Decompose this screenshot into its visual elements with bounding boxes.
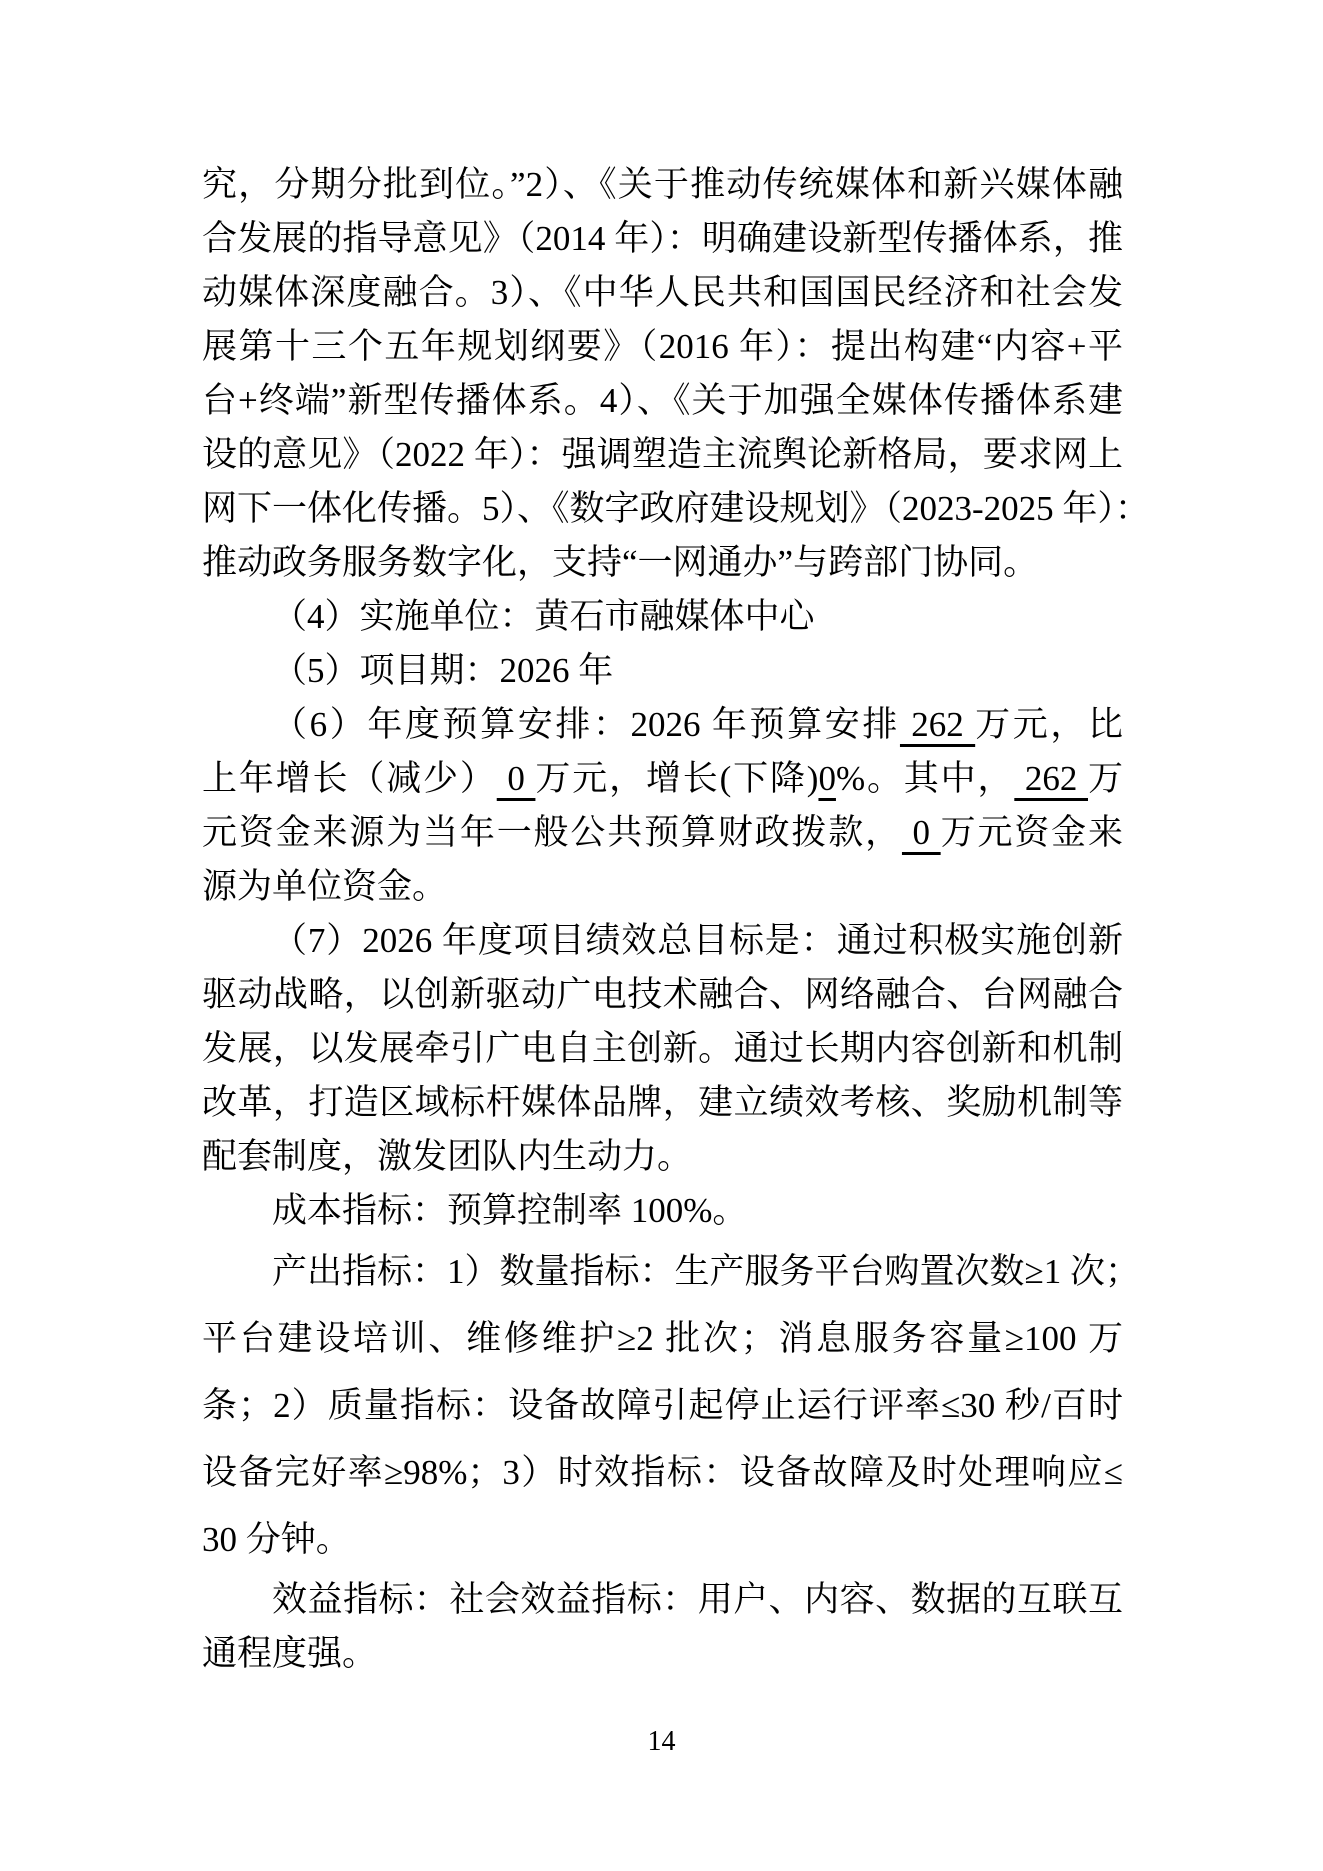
- text-line: [202, 860, 1123, 914]
- text-segment: 源为单位资金。: [202, 867, 448, 906]
- text-segment: 元资金来源为当年一般公共预算财政拨款，: [202, 813, 902, 852]
- paragraph-cost-indicator: [202, 1184, 1123, 1238]
- page-number: 14: [647, 1726, 676, 1757]
- text-segment: 万元，比: [975, 705, 1123, 744]
- text-segment: （6）年度预算安排：2026 年预算安排: [272, 705, 900, 744]
- text-segment: 合发展的指导意见》（2014 年）：明确建设新型传播体系，推: [202, 219, 1123, 258]
- text-line: [202, 1130, 1123, 1184]
- text-segment: （5）项目期：2026 年: [272, 651, 614, 690]
- text-segment: 平台建设培训、维修维护≥2 批次；消息服务容量≥100 万: [202, 1319, 1123, 1358]
- text-line: [202, 1439, 1123, 1506]
- text-segment: 发展，以发展牵引广电自主创新。通过长期内容创新和机制: [202, 1029, 1123, 1068]
- document-body: [202, 158, 1150, 1681]
- text-line: [202, 806, 1123, 860]
- text-line: [202, 752, 1123, 806]
- text-segment: 推动政务服务数字化，支持“一网通办”与跨部门协同。: [202, 543, 1039, 582]
- text-line: [202, 1022, 1123, 1076]
- text-segment: 网下一体化传播。5）、《数字政府建设规划》（2023-2025 年）：: [202, 489, 1150, 528]
- text-segment: %。其中，: [835, 759, 1015, 798]
- text-line: [202, 158, 1123, 212]
- page-footer: [0, 1722, 1323, 1762]
- text-line: [202, 1305, 1123, 1372]
- text-line: [202, 1184, 1123, 1238]
- paragraph-implementing-unit: [202, 590, 1123, 644]
- text-line: [202, 482, 1150, 536]
- text-line: [202, 914, 1123, 968]
- text-segment: 条；2）质量指标：设备故障引起停止运行评率≤30 秒/百时: [202, 1386, 1123, 1425]
- text-line: [202, 1238, 1140, 1305]
- paragraph-annual-budget: [202, 698, 1123, 914]
- underlined-value: 0: [496, 759, 536, 798]
- text-line: [202, 428, 1123, 482]
- text-segment: 成本指标：预算控制率 100%。: [272, 1191, 748, 1230]
- text-segment: 30 分钟。: [202, 1520, 351, 1559]
- paragraph-output-indicator: [202, 1238, 1140, 1573]
- paragraph-benefit-indicator: [202, 1573, 1123, 1681]
- text-segment: （4）实施单位：黄石市融媒体中心: [272, 597, 815, 636]
- text-segment: 万元，增长(下降): [535, 759, 819, 798]
- text-segment: 上年增长（减少）: [202, 759, 497, 798]
- paragraph-policy-basis: [202, 158, 1150, 590]
- text-segment: 设备完好率≥98%；3）时效指标：设备故障及时处理响应≤: [202, 1453, 1123, 1492]
- text-segment: 台+终端”新型传播体系。4）、《关于加强全媒体传播体系建: [202, 381, 1123, 420]
- text-segment: 展第十三个五年规划纲要》（2016 年）：提出构建“内容+平: [202, 327, 1123, 366]
- text-line: [202, 320, 1123, 374]
- text-line: [202, 1372, 1123, 1439]
- text-line: [202, 644, 1123, 698]
- text-line: [202, 1506, 1123, 1573]
- text-segment: 动媒体深度融合。3）、《中华人民共和国国民经济和社会发: [202, 273, 1123, 312]
- text-segment: 万: [1088, 759, 1124, 798]
- paragraph-performance-goal: [202, 914, 1123, 1184]
- text-segment: 设的意见》（2022 年）：强调塑造主流舆论新格局，要求网上: [202, 435, 1123, 474]
- text-segment: 改革，打造区域标杆媒体品牌，建立绩效考核、奖励机制等: [202, 1083, 1123, 1122]
- text-segment: 驱动战略，以创新驱动广电技术融合、网络融合、台网融合: [202, 975, 1123, 1014]
- text-line: [202, 1627, 1123, 1681]
- paragraph-project-period: [202, 644, 1123, 698]
- underlined-value: 262: [899, 705, 976, 744]
- text-segment: 万元资金来: [940, 813, 1123, 852]
- text-line: [202, 698, 1123, 752]
- text-segment: 究，分期分批到位。”2）、《关于推动传统媒体和新兴媒体融: [202, 165, 1123, 204]
- underlined-value: 262: [1014, 759, 1088, 798]
- text-line: [202, 1573, 1123, 1627]
- underlined-value: 0: [818, 759, 836, 798]
- text-line: [202, 968, 1123, 1022]
- text-line: [202, 212, 1123, 266]
- text-segment: 效益指标：社会效益指标：用户、内容、数据的互联互: [272, 1580, 1123, 1619]
- text-line: [202, 590, 1123, 644]
- text-segment: （7）2026 年度项目绩效总目标是：通过积极实施创新: [272, 921, 1123, 960]
- text-segment: 配套制度，激发团队内生动力。: [202, 1137, 693, 1176]
- text-segment: 通程度强。: [202, 1634, 378, 1673]
- text-segment: 产出指标：1）数量指标：生产服务平台购置次数≥1 次；: [272, 1252, 1140, 1291]
- text-line: [202, 266, 1123, 320]
- text-line: [202, 536, 1123, 590]
- text-line: [202, 1076, 1123, 1130]
- underlined-value: 0: [901, 813, 941, 852]
- text-line: [202, 374, 1123, 428]
